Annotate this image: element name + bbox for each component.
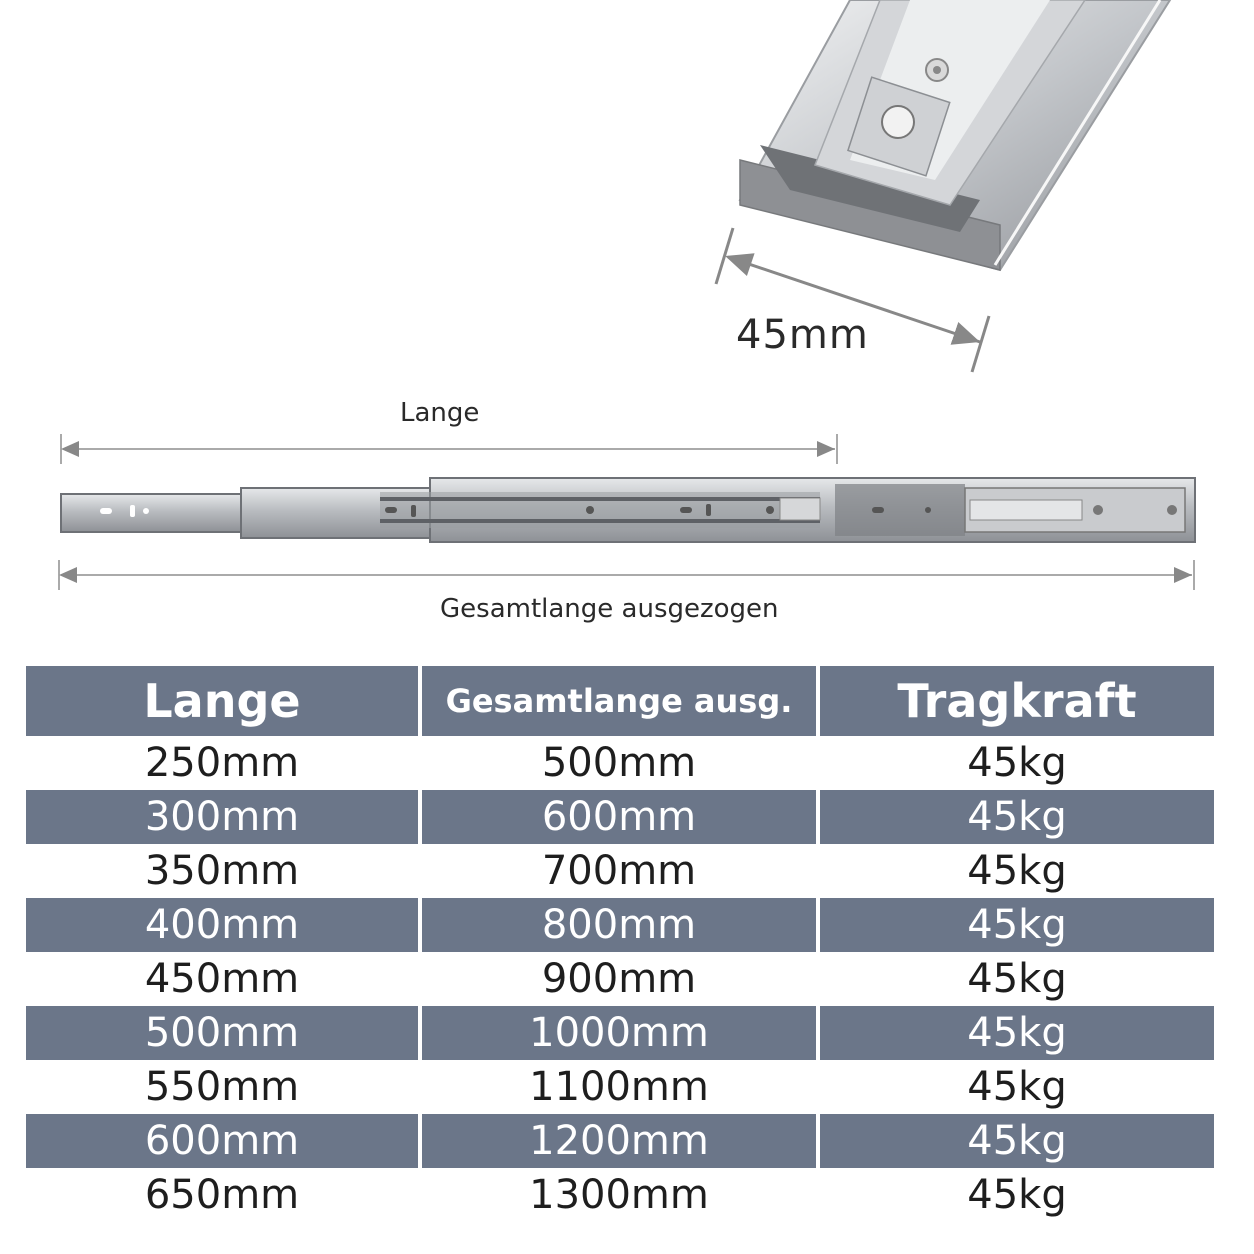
header-gesamtlange: Gesamtlange ausg. xyxy=(422,666,816,736)
cell-tragkraft: 45kg xyxy=(820,1168,1214,1222)
total-length-label: Gesamtlange ausgezogen xyxy=(440,594,779,624)
lange-label: Lange xyxy=(400,398,480,428)
table-row xyxy=(26,844,1214,898)
lange-dimension xyxy=(61,434,837,464)
cell-gesamtlange: 800mm xyxy=(422,898,816,952)
cell-lange: 650mm xyxy=(26,1168,418,1222)
header-lange: Lange xyxy=(26,666,418,736)
rail-end-closeup xyxy=(740,0,1170,270)
cell-tragkraft: 45kg xyxy=(820,790,1214,844)
cell-tragkraft: 45kg xyxy=(820,1060,1214,1114)
cell-gesamtlange: 600mm xyxy=(422,790,816,844)
cell-tragkraft: 45kg xyxy=(820,1006,1214,1060)
table-row xyxy=(26,1114,1214,1168)
cell-gesamtlange: 700mm xyxy=(422,844,816,898)
cell-tragkraft: 45kg xyxy=(820,898,1214,952)
table-row xyxy=(26,790,1214,844)
cell-gesamtlange: 1200mm xyxy=(422,1114,816,1168)
cell-lange: 600mm xyxy=(26,1114,418,1168)
total-length-dimension xyxy=(59,560,1194,590)
table-row xyxy=(26,952,1214,1006)
width-label: 45mm xyxy=(736,312,869,358)
cell-gesamtlange: 1300mm xyxy=(422,1168,816,1222)
spec-table xyxy=(26,666,1214,1222)
cell-lange: 500mm xyxy=(26,1006,418,1060)
table-row xyxy=(26,1168,1214,1222)
cell-lange: 300mm xyxy=(26,790,418,844)
cell-lange: 550mm xyxy=(26,1060,418,1114)
cell-gesamtlange: 500mm xyxy=(422,736,816,790)
table-header-row xyxy=(26,666,1214,736)
cell-tragkraft: 45kg xyxy=(820,1114,1214,1168)
cell-tragkraft: 45kg xyxy=(820,952,1214,1006)
table-row xyxy=(26,898,1214,952)
cell-lange: 400mm xyxy=(26,898,418,952)
cell-lange: 250mm xyxy=(26,736,418,790)
cell-lange: 450mm xyxy=(26,952,418,1006)
cell-gesamtlange: 900mm xyxy=(422,952,816,1006)
cell-lange: 350mm xyxy=(26,844,418,898)
cell-tragkraft: 45kg xyxy=(820,736,1214,790)
table-row xyxy=(26,736,1214,790)
cell-gesamtlange: 1000mm xyxy=(422,1006,816,1060)
extended-rail xyxy=(61,478,1195,542)
header-tragkraft: Tragkraft xyxy=(820,666,1214,736)
cell-tragkraft: 45kg xyxy=(820,844,1214,898)
cell-gesamtlange: 1100mm xyxy=(422,1060,816,1114)
table-row xyxy=(26,1060,1214,1114)
table-row xyxy=(26,1006,1214,1060)
